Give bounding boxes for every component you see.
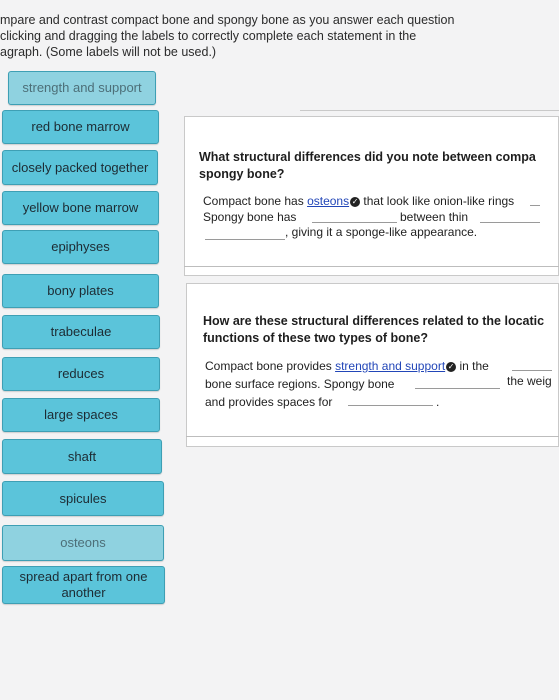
- q1-drop-blank-2[interactable]: [312, 222, 397, 223]
- question-1-text-line-1: What structural differences did you note between compa: [199, 150, 536, 164]
- q2-drop-blank-3[interactable]: [348, 405, 433, 406]
- q1-answer-osteons[interactable]: osteons: [307, 194, 350, 208]
- divider-bottom: [186, 436, 559, 437]
- instructions: [0, 12, 559, 60]
- q1-drop-blank-1[interactable]: [530, 205, 540, 206]
- label-red-bone-marrow[interactable]: red bone marrow: [2, 110, 159, 144]
- label-strength-and-support[interactable]: strength and support: [8, 71, 156, 105]
- q2-drop-blank-2[interactable]: [415, 388, 500, 389]
- label-large-spaces[interactable]: large spaces: [2, 398, 160, 432]
- checkmark-circle-icon: ✓: [351, 196, 359, 206]
- q1-statement-3: , giving it a sponge-like appearance.: [285, 225, 478, 239]
- question-2-text-line-1: How are these structural differences related to the locatic: [203, 314, 545, 328]
- q2-statement-1-start: Compact bone provides: [205, 359, 336, 373]
- label-trabeculae[interactable]: trabeculae: [2, 315, 160, 349]
- label-reduces[interactable]: reduces: [2, 357, 160, 391]
- q2-statement-3: and provides spaces for: [205, 395, 333, 409]
- question-1-text-line-2: spongy bone?: [199, 167, 285, 181]
- divider-middle: [184, 266, 559, 267]
- checkmark-circle-icon: ✓: [447, 361, 455, 371]
- q1-statement-2-start: Spongy bone has: [203, 210, 297, 224]
- label-epiphyses[interactable]: epiphyses: [2, 230, 159, 264]
- q1-statement-1-end: that look like onion-like rings: [360, 194, 515, 208]
- q2-answer-strength-and-support[interactable]: strength and support: [335, 359, 446, 373]
- q1-statement-1-start: Compact bone has: [203, 194, 308, 208]
- label-closely-packed-together[interactable]: closely packed together: [2, 150, 158, 185]
- q2-statement-1: [205, 359, 489, 374]
- label-osteons[interactable]: osteons: [2, 525, 164, 561]
- label-bony-plates[interactable]: bony plates: [2, 274, 159, 308]
- q1-statement-1: [203, 194, 514, 209]
- q1-statement-2-end: between thin: [400, 210, 469, 224]
- q2-statement-3-end: .: [436, 395, 440, 409]
- divider-top: [300, 110, 559, 111]
- label-spicules[interactable]: spicules: [2, 481, 164, 516]
- instructions-line-2: clicking and dragging the labels to correctly complete each statement in the: [0, 29, 417, 43]
- q2-statement-2-start: bone surface regions. Spongy bone: [205, 377, 395, 391]
- label-spread-apart-from-one-another[interactable]: spread apart from one another: [2, 566, 165, 604]
- label-shaft[interactable]: shaft: [2, 439, 162, 474]
- q2-statement-1-end: in the: [456, 359, 489, 373]
- q1-drop-blank-4[interactable]: [205, 239, 285, 240]
- q1-drop-blank-3[interactable]: [480, 222, 540, 223]
- label-yellow-bone-marrow[interactable]: yellow bone marrow: [2, 191, 159, 225]
- question-2-text-line-2: functions of these two types of bone?: [203, 331, 428, 345]
- q2-drop-blank-1[interactable]: [512, 370, 552, 371]
- instructions-line-3: agraph. (Some labels will not be used.): [0, 45, 217, 59]
- instructions-line-1: mpare and contrast compact bone and spongy bone as you answer each question: [0, 13, 455, 27]
- q2-statement-2-end: the weig: [507, 374, 552, 388]
